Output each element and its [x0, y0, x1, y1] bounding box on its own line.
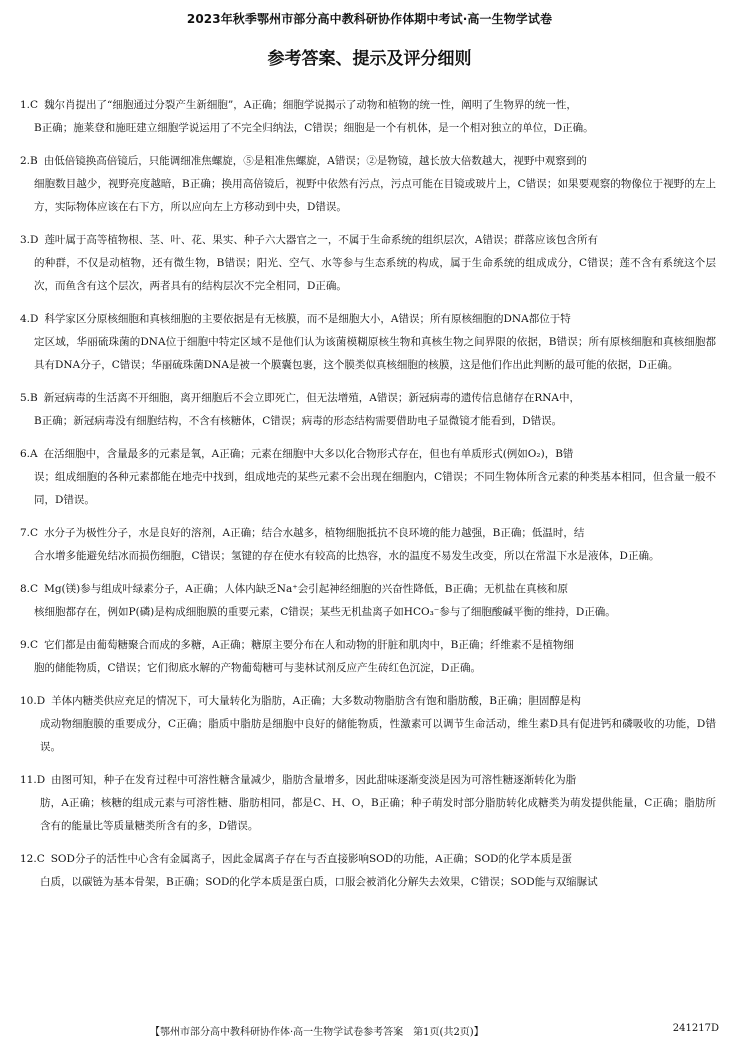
answer-first-line: [20, 522, 716, 545]
answer-item: [20, 308, 716, 377]
footer-code: 241217D: [672, 1023, 719, 1034]
answer-item: [20, 578, 716, 624]
answer-continuation: 误；组成细胞的各种元素都能在地壳中找到，组成地壳的某些元素不会出现在细胞内，C错误；不同生物体所含元素的种类基本相同，但含量一般不同，D错误。: [34, 471, 716, 506]
answer-number: 5.B: [20, 392, 38, 404]
answer-continuation: 白质，以碳链为基本骨架，B正确；SOD的化学本质是蛋白质，口服会被消化分解失去效果，C错误；SOD能与双缩脲试: [40, 876, 598, 888]
answer-first-line: [20, 387, 716, 410]
answer-item: [20, 769, 716, 838]
answer-number: 6.A: [20, 448, 38, 460]
answer-first-line: [20, 769, 716, 792]
answer-number: 9.C: [20, 639, 39, 651]
answer-number: 4.D: [20, 313, 39, 325]
answer-item: [20, 634, 716, 680]
answer-first-text: 羊体内糖类供应充足的情况下，可大量转化为脂肪，A正确；大多数动物脂肪含有饱和脂肪酸，B正确；胆固醇是构: [51, 695, 581, 707]
answer-number: 7.C: [20, 527, 39, 539]
answer-number: 3.D: [20, 234, 39, 246]
answer-first-line: [20, 443, 716, 466]
answer-item: [20, 150, 716, 219]
answer-number: 8.C: [20, 583, 39, 595]
answer-first-text: 在活细胞中，含量最多的元素是氧，A正确；元素在细胞中大多以化合物形式存在，但也有单质形式(例如O₂)，B错: [43, 448, 574, 460]
answer-item: [20, 522, 716, 568]
answer-first-text: 由图可知，种子在发育过程中可溶性糖含量减少，脂肪含量增多，因此甜味逐渐变淡是因为可溶性糖逐渐转化为脂: [51, 774, 577, 786]
answer-first-text: 水分子为极性分子，水是良好的溶剂，A正确；结合水越多，植物细胞抵抗不良环境的能力越强，B正确；低温时，结: [44, 527, 585, 539]
answer-continuation: 细胞数目越少，视野亮度越暗，B正确；换用高倍镜后，视野中依然有污点，污点可能在目镜或玻片上，C错误；如果要观察的物像位于视野的左上方，实际物体应该在右下方，所以应向左上方移动到中央，D错误。: [34, 178, 716, 213]
answer-first-line: [20, 634, 716, 657]
answer-number: 1.C: [20, 99, 39, 111]
answer-continuation: 胞的储能物质，C错误；它们彻底水解的产物葡萄糖可与斐林试剂反应产生砖红色沉淀，D正确。: [34, 662, 481, 674]
answer-first-text: 科学家区分原核细胞和真核细胞的主要依据是有无核膜，而不是细胞大小，A错误；所有原核细胞的DNA都位于特: [44, 313, 571, 325]
answer-item: [20, 387, 716, 433]
answer-first-line: [20, 94, 716, 117]
answer-number: 12.C: [20, 853, 45, 865]
answer-first-text: 新冠病毒的生活离不开细胞，离开细胞后不会立即死亡，但无法增殖，A错误；新冠病毒的遗传信息储存在RNA中，: [43, 392, 580, 404]
answer-continuation: 定区域，华丽硫珠菌的DNA位于细胞中特定区域不是他们认为该菌模糊原核生物和真核生物之间界限的依据，B错误；所有原核细胞和真核细胞都具有DNA分子，C错误；华丽硫珠菌DNA是被一个膜囊包裹，这个膜类似真核细胞的核膜，这是他们作出此判断的最可能的依据，D正确。: [34, 336, 716, 371]
answer-number: 10.D: [20, 695, 46, 707]
answer-first-text: Mg(镁)参与组成叶绿素分子，A正确；人体内缺乏Na⁺会引起神经细胞的兴奋性降低，B正确；无机盐在真核和原: [44, 583, 569, 595]
answer-first-text: 由低倍镜换高倍镜后，只能调细准焦螺旋，⑤是粗准焦螺旋，A错误；②是物镜，越长放大倍数越大，视野中观察到的: [43, 155, 587, 167]
answer-first-text: 魏尔肖提出了“细胞通过分裂产生新细胞”，A正确；细胞学说揭示了动物和植物的统一性，阐明了生物界的统一性，: [44, 99, 577, 111]
answer-continuation: 的种群，不仅是动植物，还有微生物，B错误；阳光、空气、水等参与生态系统的构成，属于生命系统的组成成分，C错误；莲不含有系统这个层次，而鱼含有这个层次，两者具有的结构层次不完全相同，D正确。: [34, 257, 716, 292]
answer-continuation: 肪，A正确；核糖的组成元素与可溶性糖、脂肪相同，都是C、H、O，B正确；种子萌发时部分脂肪转化成糖类为萌发提供能量，C正确；脂肪所含有的能量比等质量糖类所含有的多，D错误。: [40, 797, 716, 832]
answer-first-text: SOD分子的活性中心含有金属离子，因此金属离子存在与否直接影响SOD的功能，A正确；SOD的化学本质是蛋: [50, 853, 572, 865]
answer-continuation: B正确；施莱登和施旺建立细胞学说运用了不完全归纳法，C错误；细胞是一个有机体，是一个相对独立的单位，D正确。: [34, 122, 594, 134]
answer-continuation: 合水增多能避免结冰而损伤细胞，C错误；氢键的存在使水有较高的比热容，水的温度不易发生改变，所以在常温下水是液体，D正确。: [34, 550, 660, 562]
answer-first-line: [20, 578, 716, 601]
answer-continuation: B正确；新冠病毒没有细胞结构，不含有核糖体，C错误；病毒的形态结构需要借助电子显微镜才能看到，D错误。: [34, 415, 563, 427]
answer-item: [20, 229, 716, 298]
footer-label: 【鄂州市部分高中教科研协作体·高一生物学试卷参考答案 第1页(共2页)】: [150, 1027, 484, 1038]
answer-first-line: [20, 690, 716, 713]
answer-first-text: 它们都是由葡萄糖聚合而成的多糖，A正确；糖原主要分布在人和动物的肝脏和肌肉中，B正确；纤维素不是植物细: [44, 639, 574, 651]
answer-list: [20, 94, 716, 894]
answer-first-text: 莲叶属于高等植物根、茎、叶、花、果实、种子六大器官之一，不属于生命系统的组织层次，A错误；群落应该包含所有: [44, 234, 599, 246]
page-subtitle: 参考答案、提示及评分细则: [267, 49, 472, 69]
answer-number: 11.D: [20, 774, 46, 786]
answer-item: [20, 443, 716, 512]
answer-first-line: [20, 308, 716, 331]
answer-number: 2.B: [20, 155, 38, 167]
answer-continuation: 核细胞都存在，例如P(磷)是构成细胞膜的重要元素，C错误；某些无机盐离子如HCO₃⁻参与了细胞酸碱平衡的维持，D正确。: [34, 606, 616, 618]
page-title: 2023年秋季鄂州市部分高中教科研协作体期中考试·高一生物学试卷: [186, 12, 553, 26]
answer-first-line: [20, 848, 716, 871]
answer-item: [20, 94, 716, 140]
answer-item: [20, 848, 716, 894]
answer-first-line: [20, 150, 716, 173]
answer-item: [20, 690, 716, 759]
answer-continuation: 成动物细胞膜的重要成分，C正确；脂质中脂肪是细胞中良好的储能物质，性激素可以调节生命活动，维生素D具有促进钙和磷吸收的功能，D错误。: [40, 718, 716, 753]
answer-first-line: [20, 229, 716, 252]
